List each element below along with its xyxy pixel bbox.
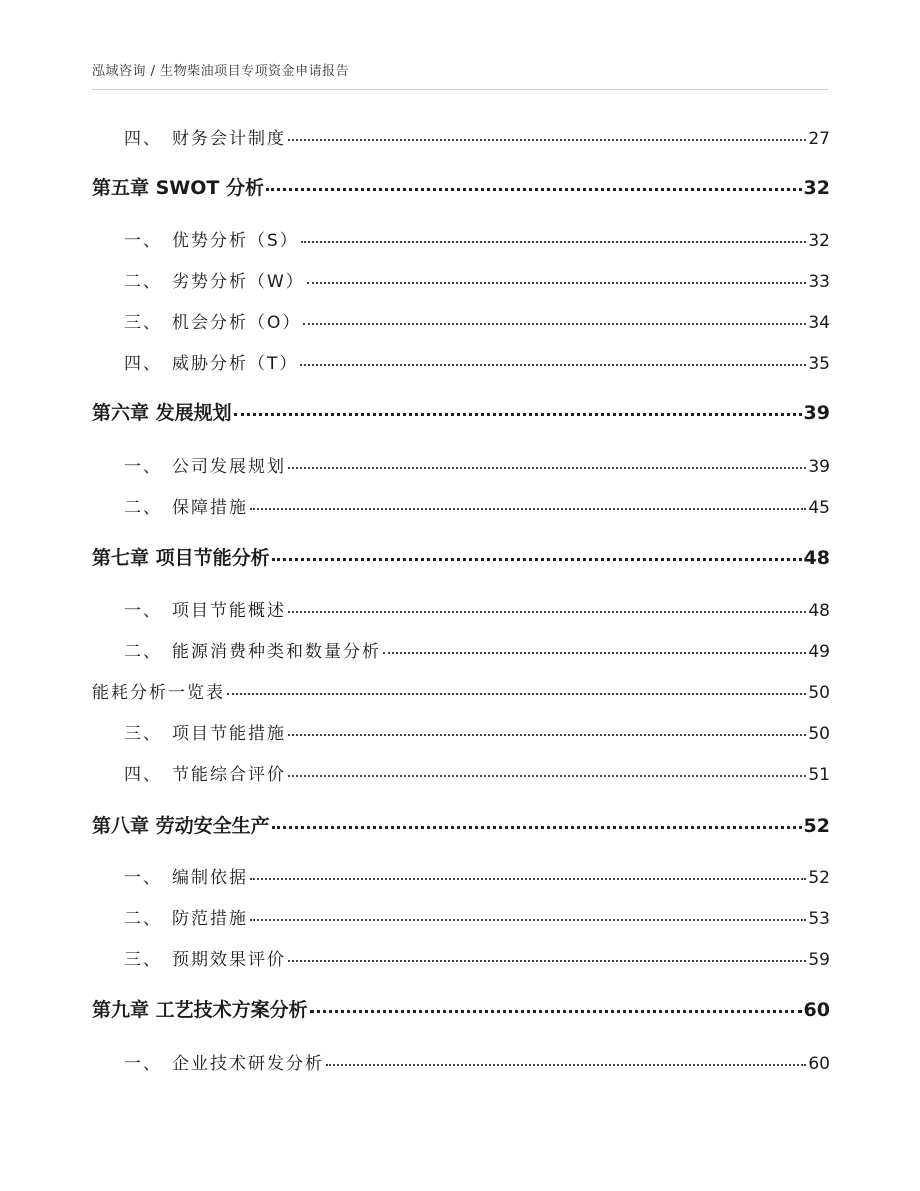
toc-dot-leader — [301, 240, 807, 243]
toc-section-entry[interactable] — [92, 349, 830, 374]
toc-dot-leader — [272, 825, 802, 829]
toc-chapter-entry[interactable] — [92, 173, 830, 200]
toc-page-number: 33 — [808, 272, 830, 292]
toc-dot-leader — [288, 466, 806, 469]
toc-page-number: 45 — [808, 498, 830, 518]
toc-entry-label — [92, 863, 248, 888]
toc-entry-number: 二、 — [124, 642, 162, 662]
toc-page-number: 35 — [808, 354, 830, 374]
toc-entry-label — [92, 267, 305, 292]
toc-dot-leader — [383, 651, 806, 654]
toc-dot-leader — [310, 1009, 802, 1013]
toc-dot-leader — [300, 363, 806, 366]
toc-entry-label — [92, 1049, 324, 1074]
toc-page-number: 39 — [803, 402, 830, 424]
toc-page-number: 60 — [803, 999, 830, 1021]
toc-entry-label — [92, 596, 286, 621]
toc-entry-title: 能耗分析一览表 — [92, 683, 225, 703]
toc-entry-number: 一、 — [124, 457, 162, 477]
toc-entry-title: 第五章 SWOT 分析 — [92, 177, 264, 199]
toc-entry-label — [92, 995, 308, 1022]
toc-section-entry[interactable] — [92, 637, 830, 662]
toc-page-number: 51 — [808, 765, 830, 785]
toc-section-entry[interactable] — [92, 308, 830, 333]
toc-entry-label — [92, 637, 381, 662]
toc-dot-leader — [250, 877, 806, 880]
toc-page-number: 32 — [808, 231, 830, 251]
toc-entry-title: 能源消费种类和数量分析 — [172, 642, 381, 662]
toc-dot-leader — [227, 692, 806, 695]
toc-page-number: 39 — [808, 457, 830, 477]
toc-dot-leader — [288, 610, 806, 613]
toc-dot-leader — [288, 733, 806, 736]
toc-section-entry[interactable] — [92, 226, 830, 251]
toc-entry-number: 二、 — [124, 909, 162, 929]
toc-entry-title: 劣势分析（W） — [172, 272, 305, 292]
toc-entry-label — [92, 349, 298, 374]
toc-entry-number: 一、 — [124, 231, 162, 251]
toc-entry-label — [92, 904, 248, 929]
toc-dot-leader — [303, 322, 806, 325]
toc-entry-number: 一、 — [124, 1054, 162, 1074]
toc-entry-number: 四、 — [124, 765, 162, 785]
toc-dot-leader — [234, 412, 802, 416]
toc-entry-label — [92, 760, 286, 785]
toc-entry-title: 节能综合评价 — [172, 765, 286, 785]
toc-dot-leader — [250, 918, 806, 921]
toc-entry-label — [92, 811, 270, 838]
toc-entry-title: 财务会计制度 — [172, 129, 286, 149]
toc-page-number: 34 — [808, 313, 830, 333]
running-header: 泓域咨询 / 生物柴油项目专项资金申请报告 — [92, 64, 350, 79]
toc-entry-label — [92, 543, 270, 570]
toc-entry-label — [92, 452, 286, 477]
toc-dot-leader — [250, 507, 806, 510]
toc-entry-title: 机会分析（O） — [172, 313, 302, 333]
toc-page-number: 53 — [808, 909, 830, 929]
toc-entry-title: 优势分析（S） — [172, 231, 299, 251]
toc-section-entry[interactable] — [92, 1049, 830, 1074]
toc-page-number: 52 — [803, 815, 830, 837]
toc-page-number: 50 — [808, 724, 830, 744]
toc-entry-title: 第九章 工艺技术方案分析 — [92, 999, 308, 1021]
toc-section-entry[interactable] — [92, 124, 830, 149]
toc-page-number: 49 — [808, 642, 830, 662]
toc-dot-leader — [272, 557, 802, 561]
toc-section-entry[interactable] — [92, 452, 830, 477]
toc-section-entry[interactable] — [92, 719, 830, 744]
toc-dot-leader — [288, 774, 806, 777]
toc-entry-label — [92, 493, 248, 518]
toc-chapter-entry[interactable] — [92, 811, 830, 838]
toc-entry-number: 三、 — [124, 950, 162, 970]
toc-page-number: 59 — [808, 950, 830, 970]
toc-entry-title: 威胁分析（T） — [172, 354, 299, 374]
toc-entry-number: 二、 — [124, 272, 162, 292]
toc-entry-title: 第六章 发展规划 — [92, 402, 232, 424]
toc-section-entry[interactable] — [92, 945, 830, 970]
toc-entry-label — [92, 173, 264, 200]
toc-entry-number: 四、 — [124, 129, 162, 149]
toc-page-number: 60 — [808, 1054, 830, 1074]
toc-section-entry[interactable] — [92, 678, 830, 703]
header-rule — [92, 89, 828, 90]
toc-entry-title: 公司发展规划 — [172, 457, 286, 477]
toc-entry-number: 四、 — [124, 354, 162, 374]
toc-page-number: 48 — [803, 547, 830, 569]
toc-entry-title: 防范措施 — [172, 909, 248, 929]
toc-entry-label — [92, 308, 301, 333]
toc-entry-title: 项目节能措施 — [172, 724, 286, 744]
toc-section-entry[interactable] — [92, 493, 830, 518]
toc-chapter-entry[interactable] — [92, 398, 830, 425]
toc-dot-leader — [288, 959, 806, 962]
toc-entry-number: 一、 — [124, 601, 162, 621]
toc-entry-title: 保障措施 — [172, 498, 248, 518]
toc-section-entry[interactable] — [92, 267, 830, 292]
toc-section-entry[interactable] — [92, 596, 830, 621]
toc-entry-title: 第七章 项目节能分析 — [92, 547, 270, 569]
toc-entry-number: 二、 — [124, 498, 162, 518]
toc-section-entry[interactable] — [92, 904, 830, 929]
toc-entry-label — [92, 226, 299, 251]
toc-entry-label — [92, 678, 225, 703]
toc-chapter-entry[interactable] — [92, 995, 830, 1022]
toc-page-number: 50 — [808, 683, 830, 703]
toc-section-entry[interactable] — [92, 760, 830, 785]
toc-entry-title: 项目节能概述 — [172, 601, 286, 621]
toc-entry-label — [92, 945, 286, 970]
toc-page-number: 52 — [808, 868, 830, 888]
toc-entry-title: 编制依据 — [172, 868, 248, 888]
toc-page-number: 27 — [808, 129, 830, 149]
toc-page-number: 32 — [803, 177, 830, 199]
toc-dot-leader — [326, 1063, 806, 1066]
toc-dot-leader — [288, 138, 806, 141]
toc-dot-leader — [307, 281, 807, 284]
toc-entry-label — [92, 719, 286, 744]
toc-entry-label — [92, 398, 232, 425]
toc-entry-number: 三、 — [124, 724, 162, 744]
toc-dot-leader — [266, 187, 802, 191]
toc-entry-number: 一、 — [124, 868, 162, 888]
toc-chapter-entry[interactable] — [92, 543, 830, 570]
toc-entry-title: 企业技术研发分析 — [172, 1054, 324, 1074]
toc-entry-number: 三、 — [124, 313, 162, 333]
toc-section-entry[interactable] — [92, 863, 830, 888]
toc-entry-title: 预期效果评价 — [172, 950, 286, 970]
toc-page-number: 48 — [808, 601, 830, 621]
toc-entry-label — [92, 124, 286, 149]
toc-entry-title: 第八章 劳动安全生产 — [92, 815, 270, 837]
